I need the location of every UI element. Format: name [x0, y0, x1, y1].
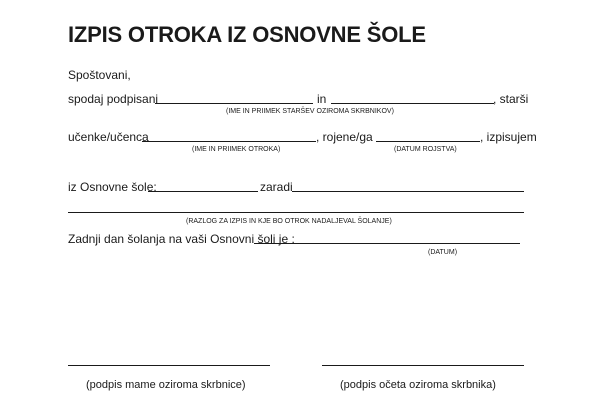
mother-signature-caption: (podpis mame oziroma skrbnice) — [86, 379, 246, 391]
school-name-field[interactable] — [148, 191, 258, 192]
child-name-field[interactable] — [142, 141, 316, 142]
parents-label: spodaj podpisani — [68, 92, 159, 106]
last-day-label: Zadnji dan šolanja na vaši Osnovni šoli je : — [68, 232, 295, 246]
reason-caption: (RAZLOG ZA IZPIS IN KJE BO OTROK NADALJEVAL ŠOLANJE) — [186, 218, 392, 225]
parents-caption: (IME IN PRIIMEK STARŠEV OZIROMA SKRBNIKOV) — [226, 108, 394, 115]
reason-continuation-field[interactable] — [68, 212, 524, 213]
parent2-name-field[interactable] — [331, 103, 494, 104]
greeting: Spoštovani, — [68, 68, 131, 82]
child-name-caption: (IME IN PRIIMEK OTROKA) — [192, 146, 281, 153]
reason-field[interactable] — [292, 191, 524, 192]
father-signature-caption: (podpis očeta oziroma skrbnika) — [340, 379, 496, 391]
mother-signature-field[interactable] — [68, 365, 270, 366]
father-signature-field[interactable] — [322, 365, 524, 366]
reason-connector: zaradi — [260, 180, 293, 194]
parents-connector: in — [317, 92, 327, 106]
child-label: učenke/učenca — [68, 130, 149, 144]
parents-end-text: , starši — [493, 92, 529, 106]
withdraw-text: , izpisujem — [480, 130, 537, 144]
last-day-caption: (DATUM) — [428, 249, 458, 256]
last-day-field[interactable] — [254, 243, 520, 244]
school-label: iz Osnovne šole: — [68, 180, 157, 194]
birth-date-field[interactable] — [376, 141, 480, 142]
form-title: IZPIS OTROKA IZ OSNOVNE ŠOLE — [68, 22, 426, 47]
birth-date-caption: (DATUM ROJSTVA) — [394, 146, 457, 153]
birth-label: , rojene/ga — [316, 130, 373, 144]
parent1-name-field[interactable] — [155, 103, 313, 104]
